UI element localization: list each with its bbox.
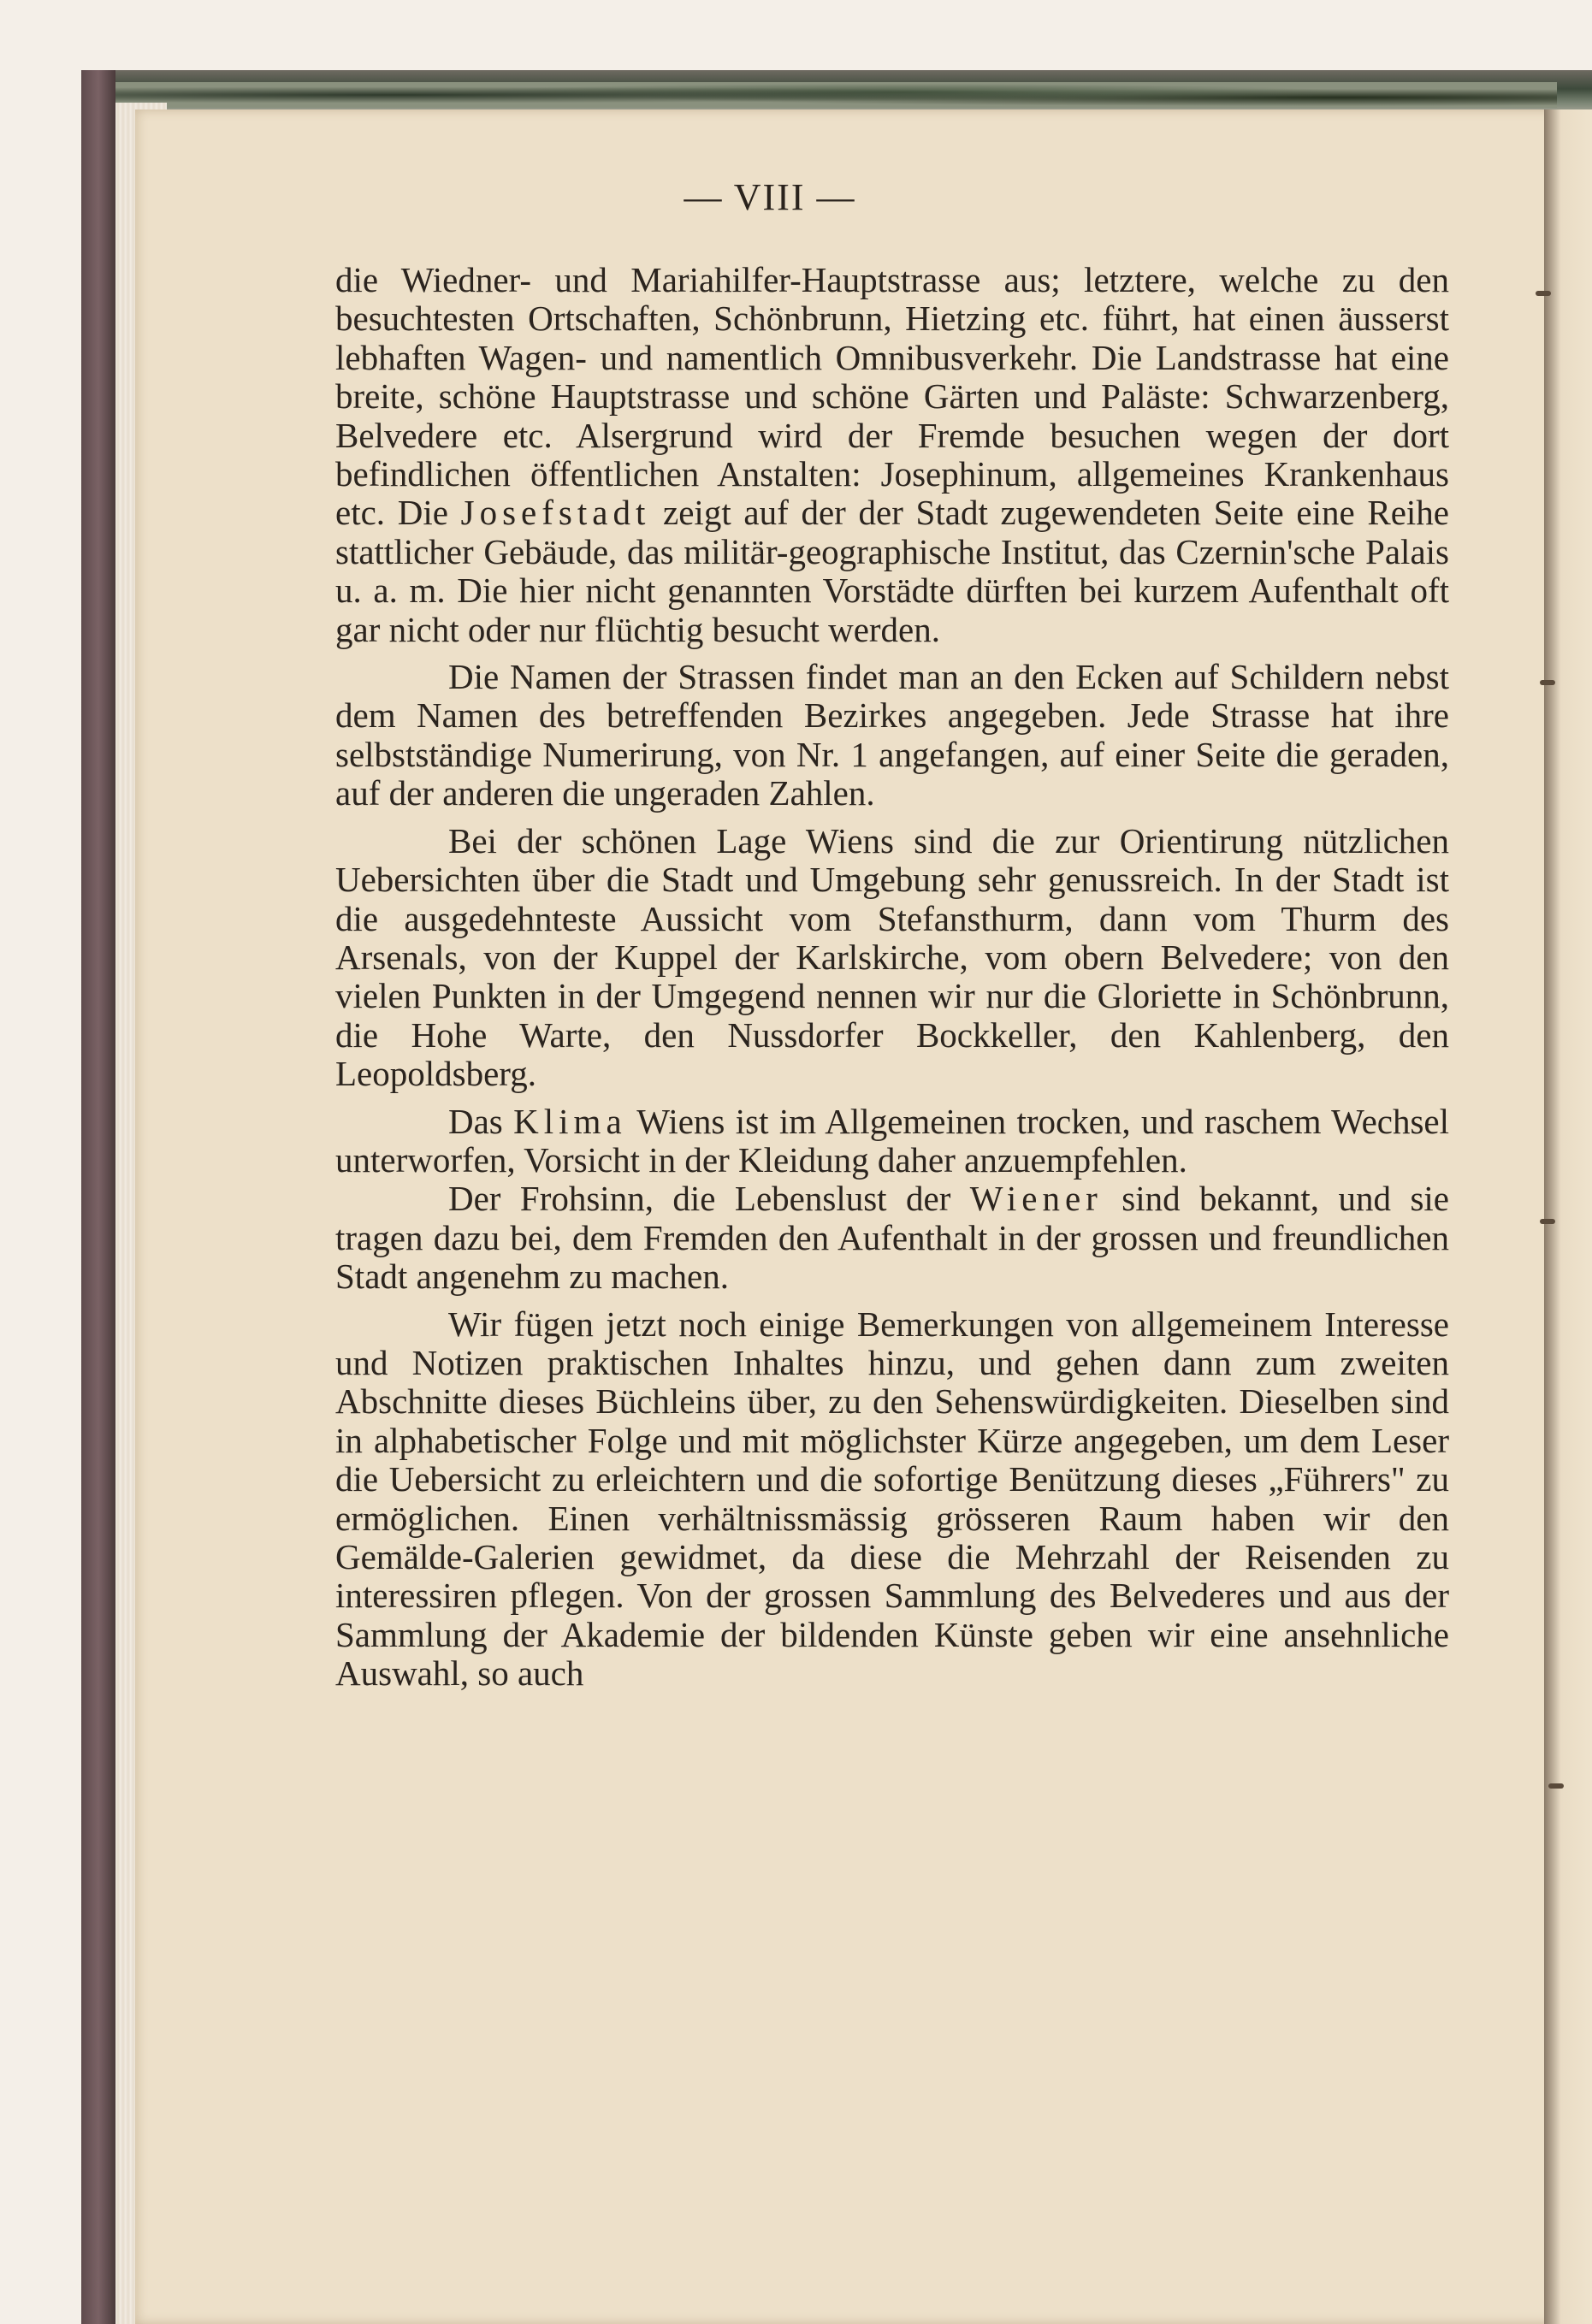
- margin-mark: [1540, 1219, 1555, 1224]
- next-page-edge: [1544, 109, 1592, 2324]
- paragraph-1-text-after: zeigt auf der der Stadt zugewendeten Seite eine Reihe stattlicher Gebäude, das militär-geographische Institut, das Czernin'sche Palais u. a. m. Die hier nicht genannten Vorstädte dürften bei kurzem Aufenthalt oft gar nicht oder nur flüchtig besucht werden.: [335, 493, 1450, 649]
- paragraph-4-text-after: Wiens ist im Allgemeinen trocken, und raschem Wechsel unterworfen, Vorsicht in der Kleidung daher anzuempfehlen.: [335, 1101, 1450, 1180]
- margin-mark: [1540, 680, 1555, 685]
- emphasis-wiener: Wiener: [969, 1179, 1103, 1219]
- paragraph-2: Die Namen der Strassen findet man an den Ecken auf Schildern nebst dem Namen des betreffenden Bezirkes angegeben. Jede Strasse hat ihre selbstständige Numerirung, von Nr. 1 angefangen, auf einer Seite die geraden, auf der anderen die ungeraden Zahlen.: [335, 657, 1449, 813]
- paragraph-6: Wir fügen jetzt noch einige Bemerkungen von allgemeinem Interesse und Notizen praktischen Inhaltes hinzu, und gehen dann zum zweiten Abschnitte dieses Büchleins über, zu den Sehenswürdigkeiten. Dieselben sind in alphabetischer Folge und mit möglichster Kürze angegeben, um dem Leser die Uebersicht zu erleichtern und die sofortige Benützung dieses „Führers" zu ermöglichen. Einen verhältnissmässig grösseren Raum haben wir den Gemälde-Galerien gewidmet, da diese die Mehrzahl der Reisenden zu interessiren pflegen. Von der grossen Sammlung des Belvederes und aus der Sammlung der Akademie der bildenden Künste geben wir eine ansehnliche Auswahl, so auch: [335, 1304, 1449, 1694]
- margin-mark: [1548, 1783, 1564, 1789]
- paragraph-5-text-after: sind bekannt, und sie tragen dazu bei, dem Fremden den Aufenthalt in der grossen und freundlichen Stadt angenehm zu machen.: [335, 1179, 1449, 1297]
- paragraph-3: Bei der schönen Lage Wiens sind die zur Orientirung nützlichen Uebersichten über die Stadt und Umgebung sehr genussreich. In der Stadt ist die ausgedehnteste Aussicht vom Stefansthurm, dann vom Thurm des Arsenals, von der Kuppel der Karlskirche, vom obern Belvedere; von den vielen Punkten in der Umgegend nennen wir nur die Gloriette in Schönbrunn, die Hohe Warte, den Nussdorfer Bockkeller, den Kahlenberg, den Leopoldsberg.: [335, 820, 1449, 1094]
- running-head: — VIII —: [684, 176, 856, 218]
- emphasis-josefstadt: Josefstadt: [460, 493, 651, 533]
- paragraph-5: [335, 1180, 1449, 1296]
- margin-mark: [1536, 291, 1551, 296]
- paragraph-1-text: die Wiedner- und Mariahilfer-Hauptstrasse aus; letztere, welche zu den besuchtesten Ortschaften, Schönbrunn, Hietzing etc. führt, hat einen äusserst lebhaften Wagen- und namentlich Omnibusverkehr. Die Landstrasse hat eine breite, schöne Hauptstrasse und schöne Gärten und Paläste: Schwarzenberg, Belvedere etc. Alsergrund wird der Fremde besuchen wegen der dort befindlichen öffentlichen Anstalten: Josephinum, allgemeines Krankenhaus etc. Die: [335, 260, 1449, 533]
- paragraph-4-text: Das: [448, 1101, 514, 1141]
- paragraph-5-text: Der Frohsinn, die Lebenslust der: [448, 1179, 970, 1219]
- paragraph-1: [335, 261, 1449, 649]
- marbled-cover-edge: [103, 82, 1557, 108]
- paragraph-4: [335, 1103, 1449, 1180]
- emphasis-klima: Klima: [513, 1101, 627, 1141]
- body-text: [335, 261, 1449, 1694]
- book-spine-edge: [81, 70, 115, 2324]
